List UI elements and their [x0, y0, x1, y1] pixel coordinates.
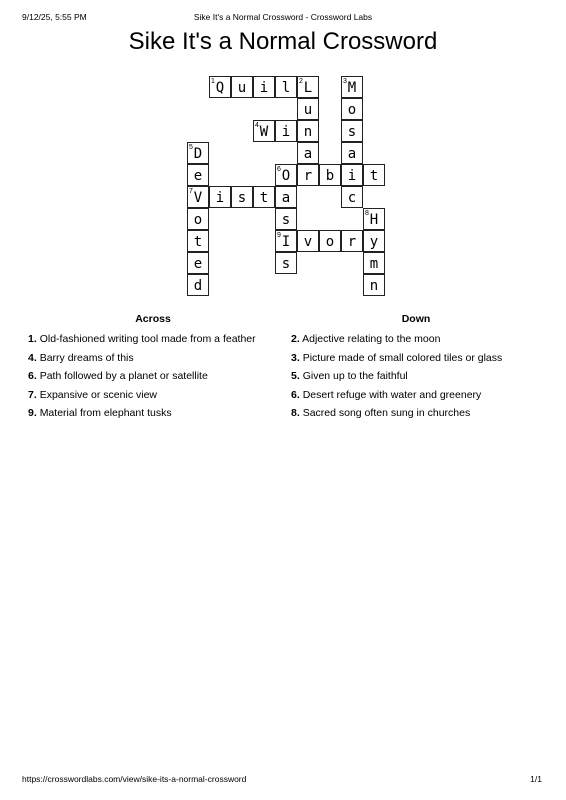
- across-clues: [28, 312, 278, 425]
- clue-text: Old-fashioned writing tool made from a feather: [39, 333, 256, 345]
- grid-cell: [297, 142, 319, 164]
- cell-letter: n: [369, 278, 379, 294]
- grid-cell: [297, 164, 319, 186]
- cell-letter: u: [237, 80, 247, 96]
- cell-letter: D: [193, 146, 203, 162]
- cell-letter: s: [347, 124, 357, 140]
- grid-cell: [253, 120, 275, 142]
- cell-letter: s: [281, 256, 291, 272]
- grid-cell: [209, 186, 231, 208]
- down-clues: [291, 312, 541, 425]
- clue-item: [291, 388, 541, 402]
- clue-number: 7.: [28, 388, 37, 401]
- clue-item: [28, 332, 278, 346]
- grid-cell: [319, 164, 341, 186]
- grid-cell: [275, 208, 297, 230]
- grid-cell: [253, 186, 275, 208]
- cell-letter: O: [281, 168, 291, 184]
- print-url: https://crosswordlabs.com/view/sike-its-a-normal-crossword: [22, 774, 247, 784]
- cell-letter: o: [347, 102, 357, 118]
- cell-letter: y: [369, 234, 379, 250]
- grid-cell: [187, 186, 209, 208]
- cell-letter: a: [347, 146, 357, 162]
- print-datetime: 9/12/25, 5:55 PM: [22, 12, 87, 22]
- cell-letter: m: [369, 256, 379, 272]
- cell-number: 5: [189, 144, 193, 151]
- grid-cell: [275, 120, 297, 142]
- grid-cell: [275, 76, 297, 98]
- grid-cell: [187, 208, 209, 230]
- cell-number: 7: [189, 188, 193, 195]
- cell-letter: u: [303, 102, 313, 118]
- grid-cell: [341, 186, 363, 208]
- clue-number: 5.: [291, 370, 300, 382]
- cell-letter: o: [325, 234, 335, 250]
- grid-cell: [297, 120, 319, 142]
- cell-letter: t: [259, 190, 269, 206]
- cell-letter: i: [259, 80, 269, 96]
- clue-item: [28, 388, 278, 402]
- cell-letter: V: [193, 190, 203, 206]
- clue-text: Adjective relating to the moon: [302, 333, 441, 345]
- clue-number: 6.: [28, 370, 37, 382]
- print-page-count: 1/1: [530, 774, 542, 784]
- grid-cell: [341, 76, 363, 98]
- clue-text: Picture made of small colored tiles or glass: [302, 351, 503, 364]
- clue-number: 1.: [28, 333, 37, 345]
- grid-cell: [341, 230, 363, 252]
- grid-cell: [209, 76, 231, 98]
- grid-cell: [187, 230, 209, 252]
- cell-letter: t: [369, 168, 379, 184]
- down-heading: Down: [401, 313, 431, 325]
- grid-cell: [187, 252, 209, 274]
- cell-number: 4: [255, 122, 259, 129]
- cell-number: 8: [365, 210, 369, 217]
- grid-cell: [319, 230, 341, 252]
- cell-letter: l: [281, 80, 291, 96]
- grid-cell: [341, 98, 363, 120]
- clue-item: [291, 351, 541, 365]
- cell-letter: H: [369, 212, 379, 228]
- grid-cell: [341, 164, 363, 186]
- cell-letter: M: [347, 80, 357, 96]
- clue-item: [28, 369, 278, 383]
- grid-cell: [297, 230, 319, 252]
- grid-cell: [297, 76, 319, 98]
- clue-number: 2.: [291, 333, 300, 345]
- grid-cell: [231, 76, 253, 98]
- grid-cell: [253, 76, 275, 98]
- clue-number: 6.: [291, 388, 300, 401]
- cell-number: 6: [277, 166, 281, 173]
- cell-letter: d: [193, 278, 203, 294]
- cell-number: 2: [299, 78, 303, 85]
- clue-item: [291, 406, 541, 420]
- grid-cell: [363, 230, 385, 252]
- clue-text: Given up to the faithful: [302, 370, 408, 382]
- cell-number: 3: [343, 78, 347, 85]
- cell-letter: a: [303, 146, 313, 162]
- grid-cell: [187, 142, 209, 164]
- clue-item: [28, 406, 278, 420]
- grid-cell: [341, 120, 363, 142]
- cell-letter: t: [193, 234, 203, 250]
- clue-text: Material from elephant tusks: [39, 407, 172, 419]
- grid-cell: [275, 164, 297, 186]
- cell-letter: r: [347, 234, 357, 250]
- grid-cell: [363, 208, 385, 230]
- cell-letter: v: [303, 234, 313, 250]
- cell-letter: i: [215, 190, 225, 206]
- cell-number: 9: [277, 232, 281, 239]
- cell-letter: i: [347, 168, 357, 184]
- clue-text: Barry dreams of this: [39, 351, 134, 364]
- cell-letter: L: [303, 80, 313, 96]
- grid-cell: [341, 142, 363, 164]
- cell-letter: s: [281, 212, 291, 228]
- print-page-title: Sike It's a Normal Crossword - Crossword Labs: [193, 12, 373, 22]
- across-heading: Across: [135, 313, 171, 325]
- grid-cell: [187, 274, 209, 296]
- grid-cell: [231, 186, 253, 208]
- cell-letter: W: [259, 124, 269, 140]
- clue-number: 8.: [291, 407, 300, 419]
- grid-cell: [297, 98, 319, 120]
- cell-letter: e: [193, 256, 203, 272]
- clue-item: [291, 369, 541, 383]
- cell-letter: Q: [215, 80, 225, 96]
- cell-letter: r: [303, 168, 313, 184]
- cell-letter: i: [281, 124, 291, 140]
- clue-text: Sacred song often sung in churches: [302, 407, 471, 419]
- clue-number: 3.: [291, 351, 300, 364]
- clue-number: 9.: [28, 407, 37, 419]
- cell-letter: a: [281, 190, 291, 206]
- cell-letter: c: [347, 190, 357, 206]
- print-footer: [0, 773, 566, 785]
- clue-number: 4.: [28, 351, 37, 364]
- crossword-grid: [0, 0, 566, 310]
- cell-number: 1: [211, 78, 215, 85]
- clue-text: Desert refuge with water and greenery: [302, 388, 482, 401]
- clue-item: [291, 332, 541, 346]
- clue-text: Expansive or scenic view: [39, 388, 157, 401]
- grid-cell: [275, 230, 297, 252]
- clue-item: [28, 351, 278, 365]
- cell-letter: I: [281, 234, 291, 250]
- grid-cell: [363, 252, 385, 274]
- clue-text: Path followed by a planet or satellite: [39, 370, 208, 382]
- cell-letter: e: [193, 168, 203, 184]
- cell-letter: b: [325, 168, 335, 184]
- cell-letter: o: [193, 212, 203, 228]
- grid-cell: [275, 186, 297, 208]
- grid-cell: [363, 274, 385, 296]
- grid-cell: [275, 252, 297, 274]
- puzzle-title: Sike It's a Normal Crossword: [128, 28, 438, 55]
- grid-cell: [187, 164, 209, 186]
- grid-cell: [363, 164, 385, 186]
- cell-letter: s: [237, 190, 247, 206]
- cell-letter: n: [303, 124, 313, 140]
